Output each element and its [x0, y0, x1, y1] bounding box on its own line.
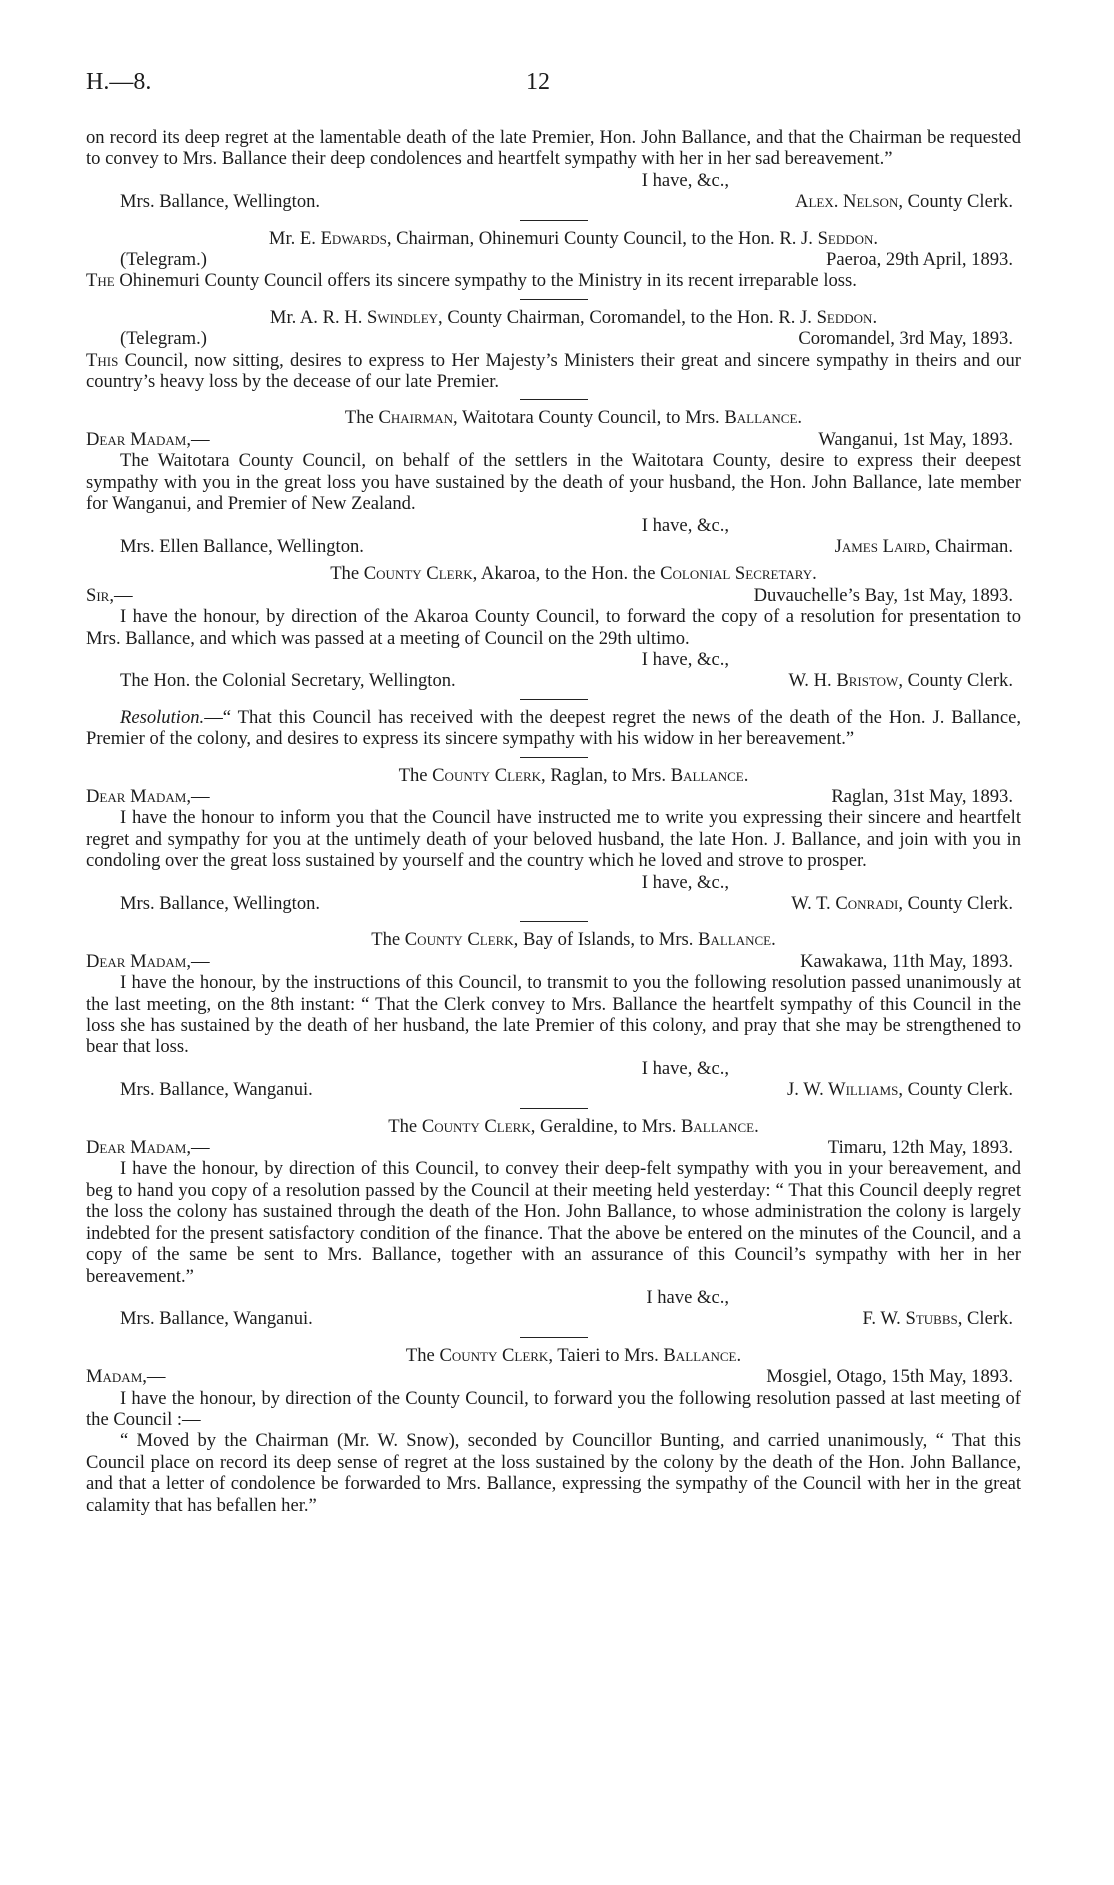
letter-heading: The County Clerk, Bay of Islands, to Mrs. Ballance. [371, 929, 776, 951]
quoted-resolution: “ Moved by the Chairman (Mr. W. Snow), seconded by Councillor Bunting, and carried unanimously, “ That this Council place on record its deep sense of regret at the loss sustained by the colony by the death of the Hon. John Ballance, and that a letter of condolence be forwarded to Mrs. Ballance, expressing the sympathy of the Council with her in the great calamity that has befallen her.” [86, 1430, 1021, 1516]
place-date: Mosgiel, Otago, 15th May, 1893. [766, 1366, 1013, 1388]
section-divider [520, 299, 588, 300]
place-date: Paeroa, 29th April, 1893. [826, 249, 1013, 271]
addressee: Mrs. Ballance, Wellington. [120, 191, 321, 213]
salutation-line [86, 585, 1021, 606]
addressee: The Hon. the Colonial Secretary, Wellington. [120, 670, 456, 692]
body-paragraph: I have the honour, by direction of the County Council, to forward you the following resolution passed at last meeting of the Council :— [86, 1387, 1021, 1430]
closing: I have, &c., [641, 514, 729, 536]
signature-row [86, 191, 1021, 212]
body-paragraph: I have the honour to inform you that the Council have instructed me to write you expressing their sincere and heartfelt regret and sympathy for you at the untimely death of your beloved husband, the late Hon. J. Ballance, and join with you in condoling over the great loss sustained by yourself and the country which he loved and strove to prosper. [86, 807, 1021, 872]
closing: I have, &c., [641, 169, 729, 191]
signature: W. H. Bristow, County Clerk. [788, 670, 1013, 692]
letter-heading: The County Clerk, Geraldine, to Mrs. Ballance. [388, 1115, 759, 1137]
section-divider [520, 220, 588, 221]
place-date: Wanganui, 1st May, 1893. [818, 428, 1013, 450]
salutation: Sir,— [86, 584, 133, 606]
signature: W. T. Conradi, County Clerk. [791, 893, 1013, 914]
section-divider [520, 399, 588, 400]
place-date: Duvauchelle’s Bay, 1st May, 1893. [753, 584, 1013, 606]
place-date: Raglan, 31st May, 1893. [831, 785, 1013, 807]
page-header [86, 66, 1021, 102]
salutation-line [86, 1366, 1021, 1387]
letter-continuation [86, 127, 1021, 213]
telegram-line [86, 249, 1021, 270]
place-date: Kawakawa, 11th May, 1893. [800, 950, 1013, 972]
section-divider [520, 1337, 588, 1338]
salutation-line [86, 429, 1021, 450]
section-divider [520, 699, 588, 700]
place-date: Timaru, 12th May, 1893. [827, 1137, 1013, 1159]
place-date: Coromandel, 3rd May, 1893. [798, 328, 1013, 350]
signature: J. W. Williams, County Clerk. [787, 1079, 1013, 1101]
letter-heading: The Chairman, Waitotara County Council, to Mrs. Ballance. [344, 407, 803, 429]
letter-heading: The County Clerk, Raglan, to Mrs. Ballance. [398, 764, 749, 786]
salutation-line [86, 1137, 1021, 1158]
signature-row [86, 893, 1021, 914]
salutation: Dear Madam,— [86, 950, 210, 972]
signature-row [86, 1308, 1021, 1329]
letter-heading: Mr. E. Edwards, Chairman, Ohinemuri County Council, to the Hon. R. J. Seddon. [268, 227, 879, 249]
salutation: Dear Madam,— [86, 785, 210, 807]
telegram-label: (Telegram.) [120, 249, 207, 271]
body-paragraph: The Waitotara County Council, on behalf of the settlers in the Waitotara County, desire to express their deepest sympathy with you in the great loss you have sustained by the death of your husband, the Hon. John Ballance, late member for Wanganui, and Premier of New Zealand. [86, 450, 1021, 515]
signature-row [86, 670, 1021, 691]
letter-geraldine [86, 1116, 1021, 1330]
body-paragraph: I have the honour, by the instructions of this Council, to transmit to you the following resolution passed unanimously at the last meeting, on the 8th instant: “ That the Clerk convey to Mrs. Ballance the heartfelt sympathy of this Council in the loss she has sustained by the death of her husband, the late Premier of this colony, and pray that she may be strengthened to bear that loss. [86, 972, 1021, 1058]
addressee: Mrs. Ballance, Wanganui. [120, 1079, 313, 1101]
telegram-line [86, 328, 1021, 349]
letter-coromandel [86, 307, 1021, 393]
letter-ohinemuri [86, 228, 1021, 292]
closing: I have, &c., [641, 871, 729, 893]
closing: I have &c., [646, 1286, 729, 1308]
signature: James Laird, Chairman. [834, 535, 1013, 557]
signatory-name: Alex. Nelson [795, 191, 899, 213]
closing: I have, &c., [641, 1057, 729, 1079]
body-paragraph: on record its deep regret at the lamentable death of the late Premier, Hon. John Ballance, and that the Chairman be requested to convey to Mrs. Ballance their deep condolences and heartfelt sympathy with her in her sad bereavement.” [86, 127, 1021, 170]
body-paragraph: I have the honour, by direction of this Council, to convey their deep-felt sympathy with you in your bereavement, and beg to hand you copy of a resolution passed by the Council at their meeting held yesterday: “ That this Council deeply regret the loss the colony has sustained through the death of the Hon. John Ballance, to whose administration the colony is largely indebted for the present satisfactory condition of the finance. That the above be entered on the minutes of the Council, and a copy of the same be sent to Mrs. Ballance, together with an assurance of this Council’s sympathy with her in her bereavement.” [86, 1158, 1021, 1287]
document-reference: H.—8. [86, 69, 152, 95]
section-divider [520, 757, 588, 758]
resolution-paragraph: Resolution.—“ That this Council has received with the deepest regret the news of the death of the Hon. J. Ballance, Premier of the colony, and desires to express its sincere sympathy with his widow in her bereavement.” [86, 706, 1021, 750]
signatory-title: , County Clerk. [898, 191, 1013, 213]
page-number: 12 [526, 69, 550, 95]
signature: F. W. Stubbs, Clerk. [862, 1308, 1013, 1330]
signature-row [86, 536, 1021, 557]
salutation-line [86, 786, 1021, 807]
addressee: Mrs. Ballance, Wanganui. [120, 1308, 313, 1330]
telegram-label: (Telegram.) [120, 328, 207, 350]
addressee: Mrs. Ellen Ballance, Wellington. [120, 535, 364, 557]
letter-akaroa [86, 563, 1021, 749]
section-divider [520, 921, 588, 922]
letter-raglan [86, 765, 1021, 915]
letter-bay-of-islands [86, 929, 1021, 1100]
section-divider [520, 1108, 588, 1109]
body-paragraph: The Ohinemuri County Council offers its sincere sympathy to the Ministry in its recent irreparable loss. [86, 270, 857, 292]
salutation: Madam,— [86, 1366, 166, 1388]
body-paragraph: This Council, now sitting, desires to express to Her Majesty’s Ministers their great and sincere sympathy in theirs and our country’s heavy loss by the decease of our late Premier. [86, 349, 1021, 393]
letter-heading: Mr. A. R. H. Swindley, County Chairman, Coromandel, to the Hon. R. J. Seddon. [269, 306, 878, 328]
salutation-line [86, 951, 1021, 972]
letter-taieri [86, 1345, 1021, 1516]
closing: I have, &c., [641, 648, 729, 670]
signature [795, 191, 1021, 212]
addressee: Mrs. Ballance, Wellington. [120, 893, 321, 914]
letter-heading: The County Clerk, Akaroa, to the Hon. the Colonial Secretary. [330, 563, 817, 585]
letter-waitotara [86, 407, 1021, 557]
body-paragraph: I have the honour, by direction of the Akaroa County Council, to forward the copy of a resolution for presentation to Mrs. Ballance, and which was passed at a meeting of Council on the 29th ultimo. [86, 606, 1021, 649]
signature-row [86, 1079, 1021, 1100]
salutation: Dear Madam,— [86, 428, 210, 450]
salutation: Dear Madam,— [86, 1137, 210, 1159]
letter-heading: The County Clerk, Taieri to Mrs. Ballance. [405, 1344, 742, 1366]
